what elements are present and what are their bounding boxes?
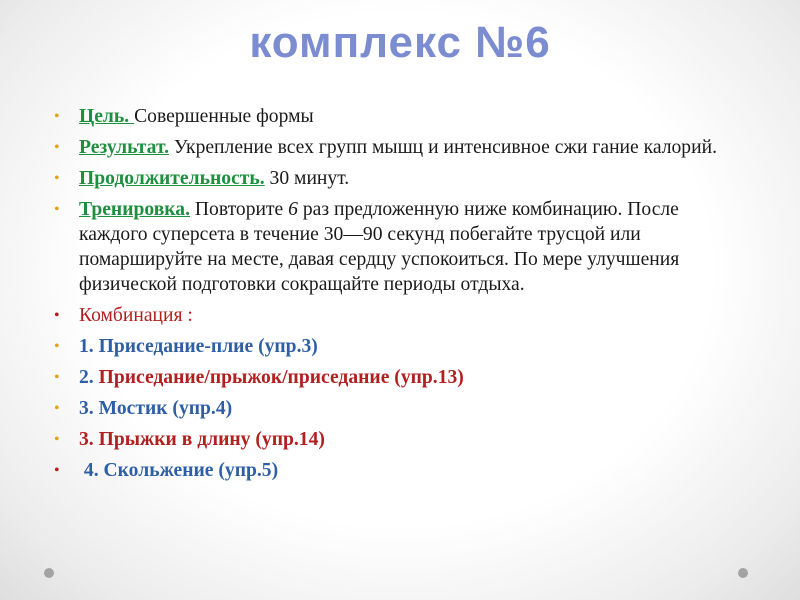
exercise-1: 1. Приседание-плие (упр.3): [79, 336, 318, 357]
list-item-duration: [54, 166, 744, 191]
exercise-3: 3. Мостик (упр.4): [79, 398, 233, 419]
goal-text: Совершенные формы: [134, 106, 314, 127]
list-item-exercise-3: [54, 396, 744, 421]
exercise-5: 4. Скольжение (упр.5): [79, 460, 279, 481]
next-slide-dot-icon[interactable]: [738, 568, 748, 578]
list-item-result: [54, 135, 744, 160]
slide-title: комплекс №6: [249, 18, 551, 67]
training-text-a: Повторите: [189, 199, 289, 220]
list-item-exercise-4: [54, 427, 744, 452]
bullet-icon: •: [54, 431, 60, 448]
exercise-2-text: Приседание/прыжок/приседание (упр.13): [98, 367, 464, 388]
result-label: Результат.: [79, 137, 169, 158]
exercise-4: 3. Прыжки в длину (упр.14): [79, 429, 325, 450]
prev-slide-dot-icon[interactable]: [44, 568, 54, 578]
duration-label: Продолжительность.: [79, 168, 265, 189]
result-text: Укрепление всех групп мышц и интенсивное сжи гание калорий.: [169, 137, 717, 158]
list-item-exercise-2: [54, 365, 744, 390]
bullet-icon: •: [54, 139, 60, 156]
bullet-icon: •: [54, 462, 60, 479]
list-item-training: [54, 197, 744, 297]
training-label: Тренировка.: [79, 199, 190, 220]
bullet-icon: •: [54, 108, 60, 125]
list-item-goal: [54, 104, 744, 129]
bullet-icon: •: [54, 400, 60, 417]
duration-text: 30 минут.: [264, 168, 350, 189]
list-item-exercise-5: [54, 458, 744, 483]
content-list: [54, 104, 744, 489]
training-text-b: раз предложенную ниже комбинацию. После каждого суперсета в течение 30—90 секунд побегайте трусцой или помаршируйте на месте, давая сердцу успокоиться. По мере улучшения физической подготовки сокращайте периоды отдыха.: [79, 199, 680, 295]
list-item-combination: [54, 303, 744, 328]
training-number: 6: [288, 199, 298, 220]
exercise-2-number: 2.: [79, 367, 99, 388]
bullet-icon: •: [54, 338, 60, 355]
bullet-icon: •: [54, 369, 60, 386]
goal-label: Цель.: [79, 106, 135, 127]
combination-label: Комбинация :: [79, 305, 193, 326]
bullet-icon: •: [54, 307, 60, 324]
list-item-exercise-1: [54, 334, 744, 359]
bullet-icon: •: [54, 170, 60, 187]
bullet-icon: •: [54, 201, 60, 218]
